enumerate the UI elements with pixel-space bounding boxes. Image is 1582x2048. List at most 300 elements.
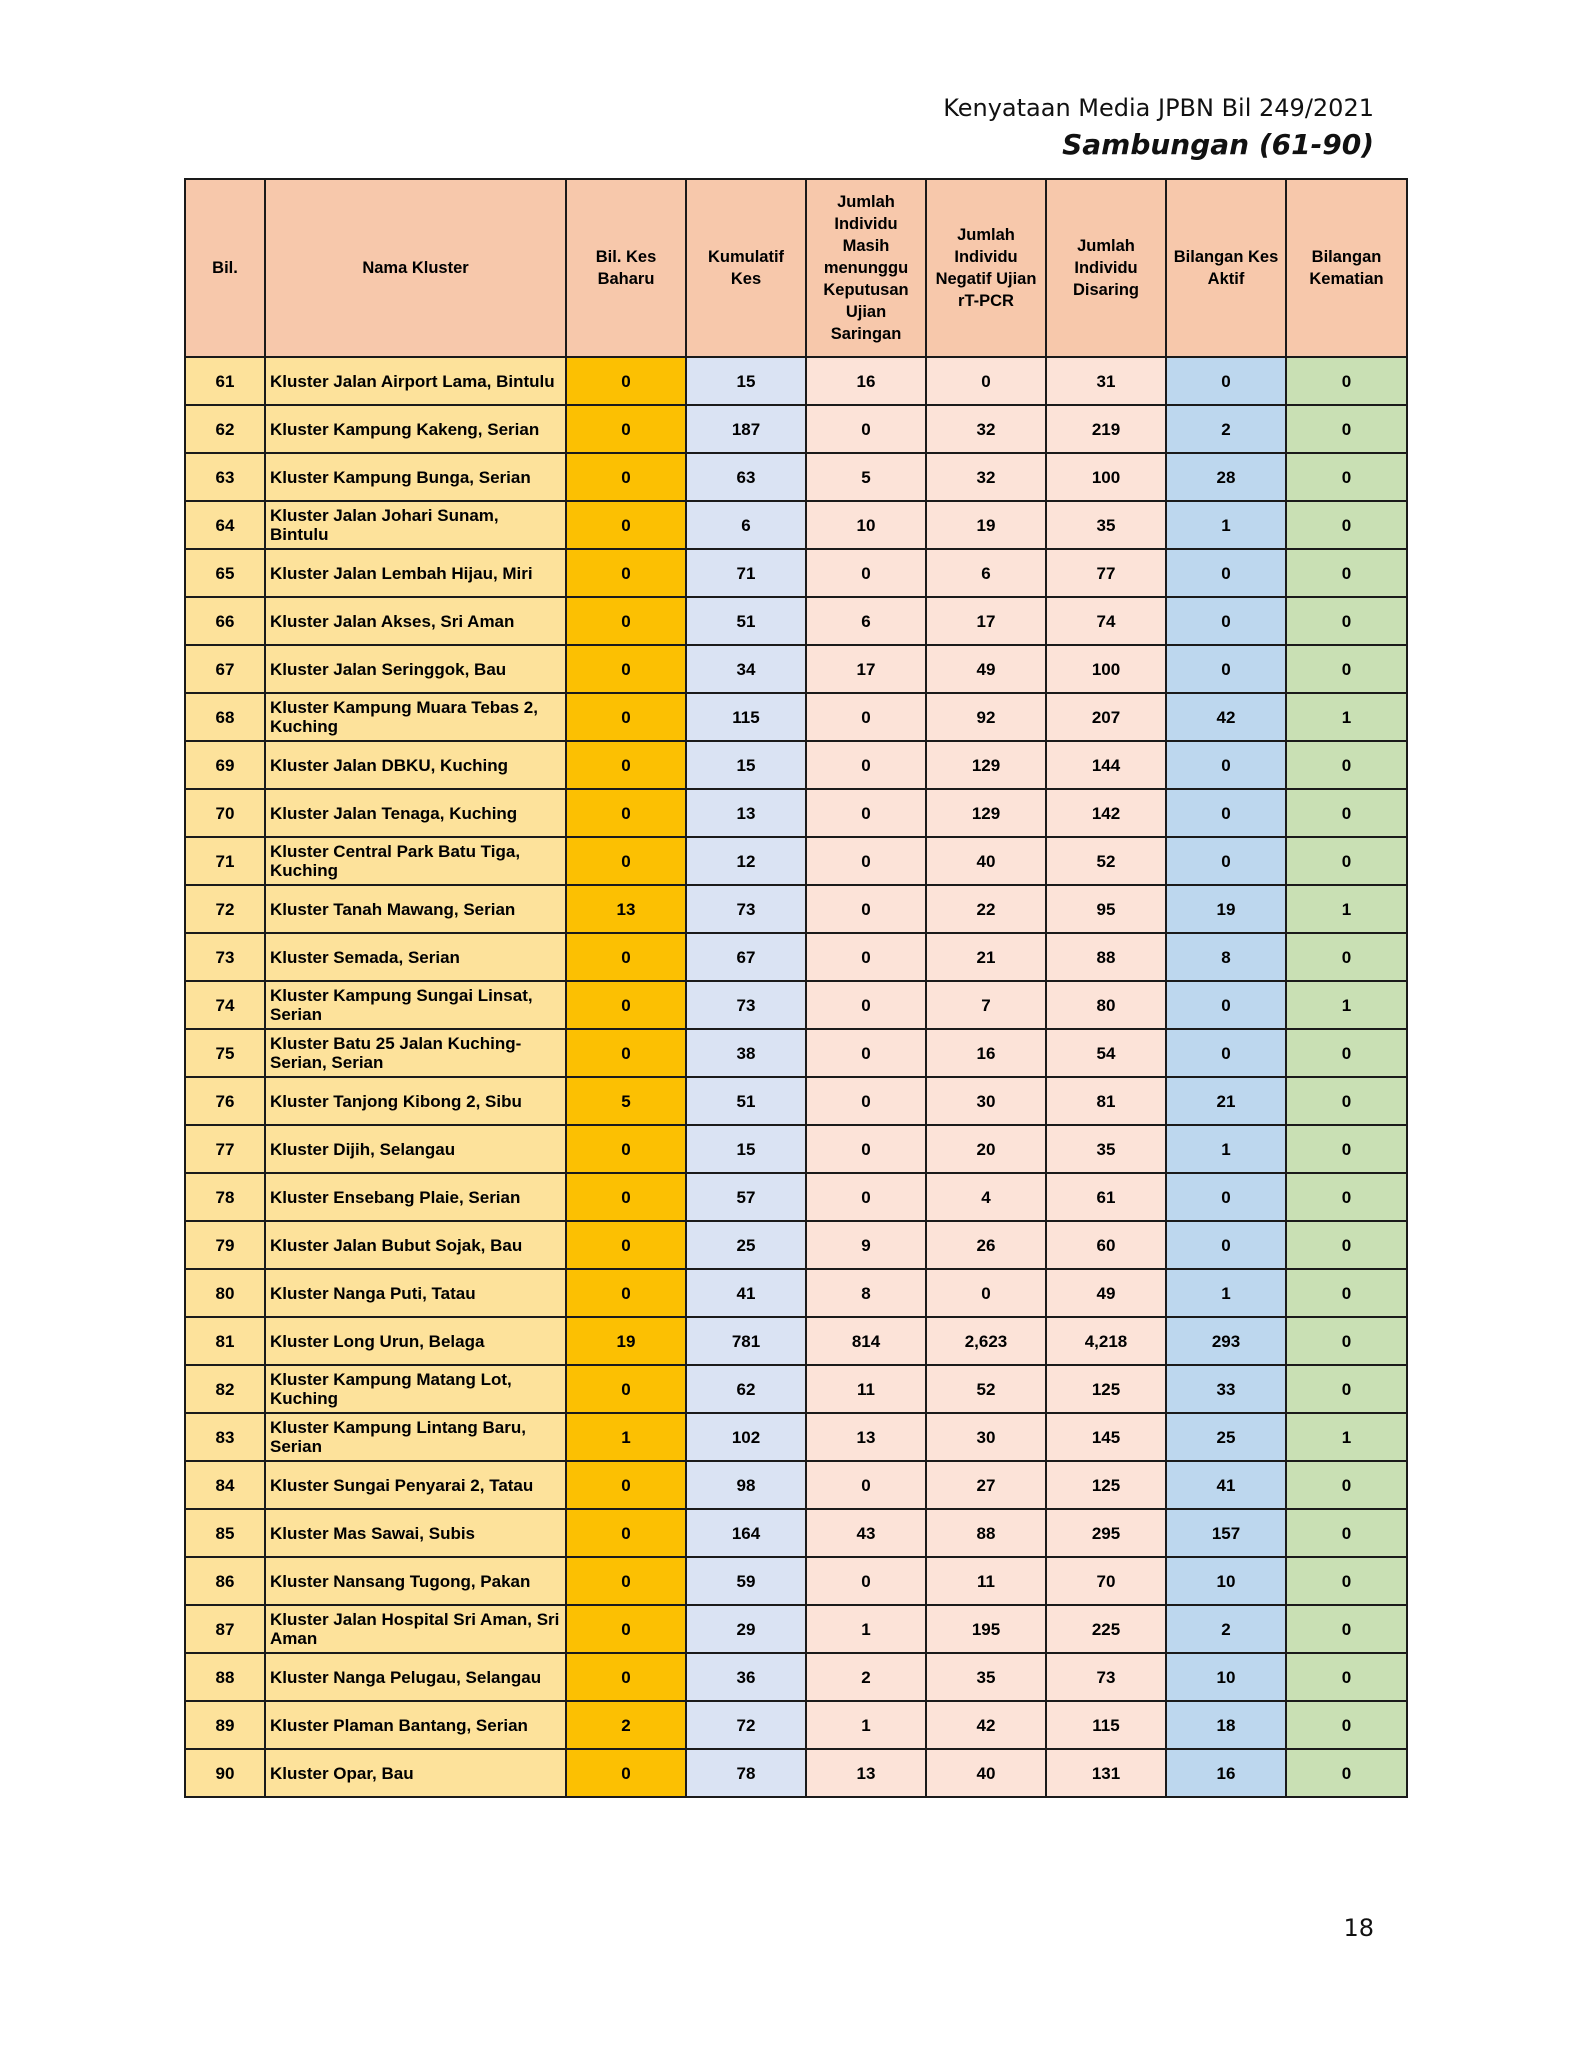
cell-nama-kluster: Kluster Kampung Muara Tebas 2, Kuching [265,693,566,741]
table-row [185,933,1407,981]
cell-kumulatif: 15 [686,1125,806,1173]
cell-nama-kluster: Kluster Tanjong Kibong 2, Sibu [265,1077,566,1125]
cell-kumulatif: 6 [686,501,806,549]
table-row [185,1365,1407,1413]
cell-disaring: 70 [1046,1557,1166,1605]
cell-disaring: 207 [1046,693,1166,741]
cell-kes-baharu: 0 [566,693,686,741]
cell-disaring: 49 [1046,1269,1166,1317]
table-row [185,1317,1407,1365]
cell-menunggu: 0 [806,549,926,597]
cell-kes-aktif: 0 [1166,837,1286,885]
cell-negatif: 32 [926,405,1046,453]
table-row [185,645,1407,693]
cell-kes-aktif: 1 [1166,1125,1286,1173]
cell-negatif: 40 [926,837,1046,885]
cell-disaring: 61 [1046,1173,1166,1221]
cell-bil: 80 [185,1269,265,1317]
cell-kumulatif: 98 [686,1461,806,1509]
cell-disaring: 219 [1046,405,1166,453]
cell-menunggu: 13 [806,1413,926,1461]
cell-bil: 61 [185,357,265,405]
table-row [185,789,1407,837]
cell-menunggu: 0 [806,1029,926,1077]
cell-kes-aktif: 33 [1166,1365,1286,1413]
cell-kes-aktif: 21 [1166,1077,1286,1125]
table-row [185,693,1407,741]
cell-kes-aktif: 0 [1166,789,1286,837]
table-row [185,1509,1407,1557]
cell-negatif: 20 [926,1125,1046,1173]
cell-bil: 85 [185,1509,265,1557]
cell-disaring: 115 [1046,1701,1166,1749]
cell-nama-kluster: Kluster Kampung Sungai Linsat, Serian [265,981,566,1029]
cell-bil: 86 [185,1557,265,1605]
cell-disaring: 60 [1046,1221,1166,1269]
table-row [185,1653,1407,1701]
cell-nama-kluster: Kluster Jalan Lembah Hijau, Miri [265,549,566,597]
cell-kumulatif: 13 [686,789,806,837]
cell-kes-baharu: 0 [566,1125,686,1173]
cell-disaring: 35 [1046,1125,1166,1173]
cell-kes-baharu: 0 [566,549,686,597]
cell-kes-baharu: 1 [566,1413,686,1461]
cell-negatif: 2,623 [926,1317,1046,1365]
cell-menunggu: 1 [806,1701,926,1749]
cell-kematian: 0 [1286,933,1407,981]
col-header-kumulatif: Kumulatif Kes [686,179,806,357]
cell-nama-kluster: Kluster Nanga Puti, Tatau [265,1269,566,1317]
cell-kematian: 0 [1286,645,1407,693]
cell-negatif: 88 [926,1509,1046,1557]
cell-disaring: 100 [1046,645,1166,693]
cell-kes-baharu: 0 [566,1749,686,1797]
cell-nama-kluster: Kluster Jalan Seringgok, Bau [265,645,566,693]
cell-bil: 88 [185,1653,265,1701]
cell-kumulatif: 187 [686,405,806,453]
cell-kes-baharu: 13 [566,885,686,933]
cell-kes-baharu: 19 [566,1317,686,1365]
cell-menunggu: 0 [806,837,926,885]
cell-kematian: 0 [1286,1173,1407,1221]
table-row [185,885,1407,933]
cell-kes-baharu: 0 [566,741,686,789]
cell-kes-aktif: 157 [1166,1509,1286,1557]
cell-menunggu: 0 [806,789,926,837]
cell-disaring: 74 [1046,597,1166,645]
cell-bil: 62 [185,405,265,453]
cell-nama-kluster: Kluster Kampung Lintang Baru, Serian [265,1413,566,1461]
cell-kumulatif: 67 [686,933,806,981]
cell-kumulatif: 73 [686,885,806,933]
cell-kumulatif: 62 [686,1365,806,1413]
table-row [185,1173,1407,1221]
cell-kes-aktif: 0 [1166,1221,1286,1269]
cell-nama-kluster: Kluster Tanah Mawang, Serian [265,885,566,933]
cell-menunggu: 43 [806,1509,926,1557]
cell-kematian: 0 [1286,1269,1407,1317]
cell-bil: 71 [185,837,265,885]
statement-reference: Kenyataan Media JPBN Bil 249/2021 [943,94,1374,122]
cell-menunggu: 0 [806,1557,926,1605]
cell-disaring: 54 [1046,1029,1166,1077]
cell-nama-kluster: Kluster Jalan Akses, Sri Aman [265,597,566,645]
page-number: 18 [1343,1914,1374,1942]
cell-kematian: 0 [1286,357,1407,405]
cell-kematian: 1 [1286,1413,1407,1461]
table-row [185,1701,1407,1749]
cell-kumulatif: 71 [686,549,806,597]
cell-bil: 77 [185,1125,265,1173]
cell-kes-baharu: 0 [566,1605,686,1653]
cell-kes-baharu: 0 [566,933,686,981]
cell-kematian: 0 [1286,1221,1407,1269]
cell-negatif: 42 [926,1701,1046,1749]
cell-kumulatif: 57 [686,1173,806,1221]
cell-kumulatif: 41 [686,1269,806,1317]
col-header-kes-aktif: Bilangan Kes Aktif [1166,179,1286,357]
cell-bil: 74 [185,981,265,1029]
cell-menunggu: 0 [806,981,926,1029]
cell-kes-baharu: 0 [566,1269,686,1317]
cell-disaring: 100 [1046,453,1166,501]
cell-kes-baharu: 0 [566,789,686,837]
cell-kematian: 1 [1286,693,1407,741]
cell-menunggu: 0 [806,693,926,741]
cell-kes-baharu: 0 [566,1029,686,1077]
table-row [185,1461,1407,1509]
cell-menunggu: 0 [806,1461,926,1509]
cell-kes-aktif: 0 [1166,549,1286,597]
cell-kes-aktif: 41 [1166,1461,1286,1509]
cell-negatif: 32 [926,453,1046,501]
cell-nama-kluster: Kluster Jalan Tenaga, Kuching [265,789,566,837]
cell-kumulatif: 15 [686,357,806,405]
cell-nama-kluster: Kluster Kampung Bunga, Serian [265,453,566,501]
cell-kes-baharu: 0 [566,1653,686,1701]
table-row [185,1221,1407,1269]
cell-kes-baharu: 0 [566,645,686,693]
table-row [185,1269,1407,1317]
table-row [185,357,1407,405]
cell-kes-aktif: 19 [1166,885,1286,933]
cell-negatif: 52 [926,1365,1046,1413]
cell-nama-kluster: Kluster Long Urun, Belaga [265,1317,566,1365]
cell-bil: 65 [185,549,265,597]
cell-bil: 83 [185,1413,265,1461]
cell-negatif: 30 [926,1077,1046,1125]
cell-kes-aktif: 10 [1166,1557,1286,1605]
table-row [185,1029,1407,1077]
cell-kematian: 0 [1286,1509,1407,1557]
cell-disaring: 295 [1046,1509,1166,1557]
cell-bil: 73 [185,933,265,981]
cell-negatif: 17 [926,597,1046,645]
cell-kes-aktif: 0 [1166,741,1286,789]
cell-menunggu: 5 [806,453,926,501]
cell-kes-aktif: 2 [1166,405,1286,453]
cell-nama-kluster: Kluster Ensebang Plaie, Serian [265,1173,566,1221]
cell-menunggu: 10 [806,501,926,549]
cell-bil: 64 [185,501,265,549]
cell-kematian: 0 [1286,837,1407,885]
cell-negatif: 30 [926,1413,1046,1461]
cell-negatif: 0 [926,357,1046,405]
cell-nama-kluster: Kluster Mas Sawai, Subis [265,1509,566,1557]
table-row [185,549,1407,597]
cell-kumulatif: 72 [686,1701,806,1749]
cell-disaring: 225 [1046,1605,1166,1653]
table-row [185,1749,1407,1797]
cell-kematian: 0 [1286,1653,1407,1701]
table-row [185,501,1407,549]
cell-menunggu: 6 [806,597,926,645]
cell-kes-baharu: 0 [566,1173,686,1221]
cell-nama-kluster: Kluster Sungai Penyarai 2, Tatau [265,1461,566,1509]
cell-kumulatif: 78 [686,1749,806,1797]
cell-menunggu: 0 [806,405,926,453]
cell-kumulatif: 51 [686,1077,806,1125]
cell-negatif: 40 [926,1749,1046,1797]
cell-disaring: 31 [1046,357,1166,405]
cell-kes-baharu: 0 [566,597,686,645]
cell-kumulatif: 29 [686,1605,806,1653]
cell-menunggu: 0 [806,1125,926,1173]
cell-kematian: 0 [1286,741,1407,789]
cell-kematian: 1 [1286,981,1407,1029]
cell-bil: 82 [185,1365,265,1413]
cell-negatif: 129 [926,789,1046,837]
table-row [185,1077,1407,1125]
table-row [185,1557,1407,1605]
cell-menunggu: 1 [806,1605,926,1653]
cell-menunggu: 814 [806,1317,926,1365]
cell-disaring: 95 [1046,885,1166,933]
cell-disaring: 52 [1046,837,1166,885]
cell-kes-aktif: 0 [1166,357,1286,405]
cell-menunggu: 13 [806,1749,926,1797]
cell-kumulatif: 781 [686,1317,806,1365]
cell-nama-kluster: Kluster Plaman Bantang, Serian [265,1701,566,1749]
table-row [185,837,1407,885]
cell-kematian: 0 [1286,405,1407,453]
cell-kematian: 0 [1286,549,1407,597]
cell-bil: 68 [185,693,265,741]
cell-nama-kluster: Kluster Opar, Bau [265,1749,566,1797]
cell-kematian: 0 [1286,789,1407,837]
cell-kes-baharu: 2 [566,1701,686,1749]
cell-kes-aktif: 42 [1166,693,1286,741]
cell-kematian: 0 [1286,1749,1407,1797]
cell-negatif: 195 [926,1605,1046,1653]
cell-negatif: 129 [926,741,1046,789]
cell-negatif: 16 [926,1029,1046,1077]
cell-nama-kluster: Kluster Semada, Serian [265,933,566,981]
cell-kematian: 0 [1286,1461,1407,1509]
cell-kumulatif: 63 [686,453,806,501]
cell-disaring: 80 [1046,981,1166,1029]
cell-kes-baharu: 0 [566,357,686,405]
cell-bil: 78 [185,1173,265,1221]
cell-bil: 76 [185,1077,265,1125]
cell-nama-kluster: Kluster Jalan Bubut Sojak, Bau [265,1221,566,1269]
cell-kes-aktif: 28 [1166,453,1286,501]
cell-menunggu: 0 [806,933,926,981]
cell-disaring: 142 [1046,789,1166,837]
table-header-row [185,179,1407,357]
cell-kumulatif: 73 [686,981,806,1029]
cell-bil: 84 [185,1461,265,1509]
cell-kematian: 0 [1286,1125,1407,1173]
cluster-table [184,178,1408,1798]
cell-disaring: 35 [1046,501,1166,549]
cell-kumulatif: 34 [686,645,806,693]
cell-kes-aktif: 8 [1166,933,1286,981]
cell-nama-kluster: Kluster Nansang Tugong, Pakan [265,1557,566,1605]
cell-kes-aktif: 2 [1166,1605,1286,1653]
cell-kumulatif: 15 [686,741,806,789]
cell-menunggu: 16 [806,357,926,405]
cell-bil: 90 [185,1749,265,1797]
col-header-bil: Bil. [185,179,265,357]
cell-kematian: 0 [1286,1605,1407,1653]
cell-kes-aktif: 1 [1166,1269,1286,1317]
cell-menunggu: 11 [806,1365,926,1413]
cell-bil: 67 [185,645,265,693]
cell-menunggu: 8 [806,1269,926,1317]
cell-bil: 66 [185,597,265,645]
cell-bil: 79 [185,1221,265,1269]
cell-kes-aktif: 16 [1166,1749,1286,1797]
cell-disaring: 88 [1046,933,1166,981]
cell-disaring: 81 [1046,1077,1166,1125]
cell-negatif: 6 [926,549,1046,597]
cell-kes-baharu: 0 [566,1509,686,1557]
cell-kes-baharu: 5 [566,1077,686,1125]
cell-kumulatif: 51 [686,597,806,645]
cell-kes-aktif: 0 [1166,1173,1286,1221]
cell-bil: 63 [185,453,265,501]
cell-nama-kluster: Kluster Jalan DBKU, Kuching [265,741,566,789]
cell-kematian: 0 [1286,1029,1407,1077]
cell-kematian: 1 [1286,885,1407,933]
cell-kes-baharu: 0 [566,453,686,501]
cell-kes-baharu: 0 [566,837,686,885]
cell-kematian: 0 [1286,501,1407,549]
cell-kumulatif: 164 [686,1509,806,1557]
cell-kes-baharu: 0 [566,405,686,453]
cell-kumulatif: 38 [686,1029,806,1077]
cell-menunggu: 2 [806,1653,926,1701]
cell-kes-aktif: 0 [1166,1029,1286,1077]
cell-negatif: 7 [926,981,1046,1029]
cell-nama-kluster: Kluster Nanga Pelugau, Selangau [265,1653,566,1701]
cell-disaring: 4,218 [1046,1317,1166,1365]
cell-kumulatif: 115 [686,693,806,741]
cell-nama-kluster: Kluster Jalan Airport Lama, Bintulu [265,357,566,405]
cell-kes-baharu: 0 [566,1365,686,1413]
cell-negatif: 35 [926,1653,1046,1701]
cell-kes-aktif: 0 [1166,645,1286,693]
col-header-menunggu: Jumlah Individu Masih menunggu Keputusan Ujian Saringan [806,179,926,357]
cell-kumulatif: 12 [686,837,806,885]
cell-disaring: 73 [1046,1653,1166,1701]
table-row [185,981,1407,1029]
col-header-kematian: Bilangan Kematian [1286,179,1407,357]
cell-nama-kluster: Kluster Dijih, Selangau [265,1125,566,1173]
cell-kematian: 0 [1286,1077,1407,1125]
cell-bil: 75 [185,1029,265,1077]
cell-kes-aktif: 25 [1166,1413,1286,1461]
cell-bil: 70 [185,789,265,837]
cell-kematian: 0 [1286,1365,1407,1413]
cell-nama-kluster: Kluster Batu 25 Jalan Kuching-Serian, Serian [265,1029,566,1077]
cell-kes-baharu: 0 [566,1557,686,1605]
table-row [185,741,1407,789]
table-row [185,1605,1407,1653]
cell-bil: 87 [185,1605,265,1653]
cell-negatif: 49 [926,645,1046,693]
cell-disaring: 131 [1046,1749,1166,1797]
cell-disaring: 144 [1046,741,1166,789]
cell-disaring: 145 [1046,1413,1166,1461]
cell-bil: 89 [185,1701,265,1749]
cell-nama-kluster: Kluster Kampung Kakeng, Serian [265,405,566,453]
cell-kes-baharu: 0 [566,981,686,1029]
cell-nama-kluster: Kluster Central Park Batu Tiga, Kuching [265,837,566,885]
table-row [185,405,1407,453]
cell-bil: 72 [185,885,265,933]
cell-disaring: 125 [1046,1365,1166,1413]
cell-nama-kluster: Kluster Kampung Matang Lot, Kuching [265,1365,566,1413]
cell-negatif: 11 [926,1557,1046,1605]
cell-menunggu: 0 [806,741,926,789]
cell-kematian: 0 [1286,453,1407,501]
cell-kes-aktif: 293 [1166,1317,1286,1365]
cell-menunggu: 17 [806,645,926,693]
cell-nama-kluster: Kluster Jalan Hospital Sri Aman, Sri Aman [265,1605,566,1653]
table-row [185,453,1407,501]
col-header-disaring: Jumlah Individu Disaring [1046,179,1166,357]
cell-kumulatif: 25 [686,1221,806,1269]
cell-disaring: 125 [1046,1461,1166,1509]
cell-kes-baharu: 0 [566,1461,686,1509]
continuation-title: Sambungan (61-90) [1062,128,1374,161]
cell-kematian: 0 [1286,1701,1407,1749]
cell-menunggu: 0 [806,1077,926,1125]
cell-kumulatif: 59 [686,1557,806,1605]
cell-menunggu: 0 [806,1173,926,1221]
cell-kumulatif: 102 [686,1413,806,1461]
cell-disaring: 77 [1046,549,1166,597]
table-row [185,597,1407,645]
cell-bil: 81 [185,1317,265,1365]
col-header-kes-baharu: Bil. Kes Baharu [566,179,686,357]
cell-kes-baharu: 0 [566,1221,686,1269]
cell-kes-aktif: 18 [1166,1701,1286,1749]
cell-menunggu: 0 [806,885,926,933]
cell-negatif: 4 [926,1173,1046,1221]
cell-kes-aktif: 1 [1166,501,1286,549]
cell-kes-aktif: 10 [1166,1653,1286,1701]
cell-negatif: 19 [926,501,1046,549]
cell-negatif: 21 [926,933,1046,981]
col-header-nama-kluster: Nama Kluster [265,179,566,357]
cell-kematian: 0 [1286,1317,1407,1365]
cell-kematian: 0 [1286,597,1407,645]
cell-menunggu: 9 [806,1221,926,1269]
cell-kematian: 0 [1286,1557,1407,1605]
